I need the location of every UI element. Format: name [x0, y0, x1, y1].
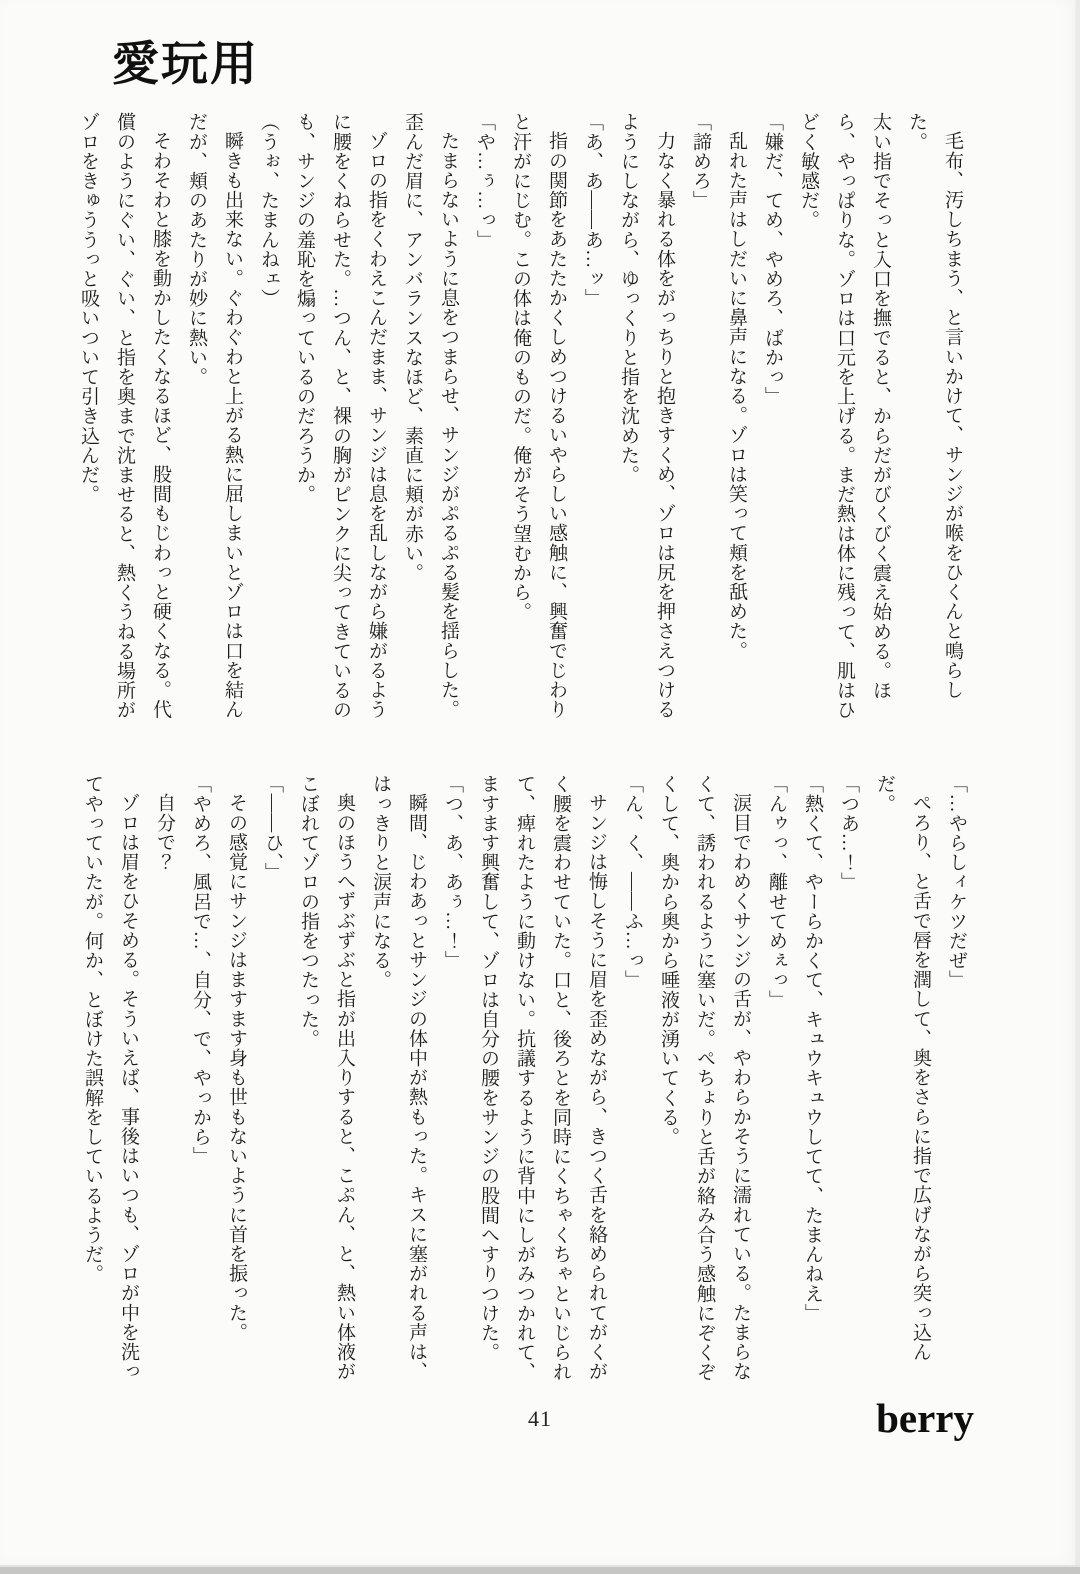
dialogue-line: 「や…ぅ…っ」	[474, 112, 495, 250]
narration-paragraph: 奥のほうへずぶずぶと指が出入りすると、こぷん、と、熱い体液がこぼれてゾロの指をつたった。	[298, 774, 355, 1381]
narration-paragraph: たまらないように息をつまらせ、サンジがぷるぷる髪を揺らした。歪んだ眉に、アンバランスなほど、素直に頬が赤い。	[402, 112, 459, 719]
narration-paragraph: ゾロの指をくわえこんだまま、サンジは息を乱しながら嫌がるように腰をくねらせた。…つん、と、裸の胸がピンクに尖ってきているのも、サンジの羞恥を煽っているのだろうか。	[294, 112, 387, 720]
narration-paragraph: 瞬きも出来ない。ぐわぐわと上がる熱に屈しまいとゾロは口を結んだが、頬のあたりが妙に熱い。	[186, 112, 243, 719]
narration-paragraph: 乱れた声はしだいに鼻声になる。ゾロは笑って頬を舐めた。	[726, 131, 747, 661]
narration-paragraph: そわそわと膝を動かしたくなるほど、股間もじわっと硬くなる。代償のようにぐい、ぐい、と指を奥まで沈ませると、熱くうねる場所がゾロをきゅううっと吸いついて引き込んだ。	[78, 112, 171, 720]
dialogue-line: 「熱くて、やーらかくて、キュウキュウしてて、たまんねえ」	[802, 774, 823, 1323]
narration-paragraph: 毛布、汚しちまう、と言いかけて、サンジが喉をひくんと鳴らした。	[906, 112, 963, 700]
dialogue-line: 「…やらしィケツだぜ」	[946, 774, 967, 990]
scan-edge-right	[1075, 0, 1080, 1574]
narration-paragraph: 力なく暴れる体をがっちりと抱きすくめ、ゾロは尻を押さえつけるようにしながら、ゆっくりと指を沈めた。	[618, 112, 675, 719]
page-number: 41	[528, 1406, 552, 1431]
dialogue-line: 「つあ…！」	[838, 774, 859, 892]
dialogue-line: 「んゥっ、離せてめぇっ」	[766, 774, 787, 1010]
dialogue-line: 「――ひ、」	[262, 774, 283, 883]
upper-text-block	[70, 112, 970, 726]
circle-name: berry	[876, 1395, 974, 1441]
narration-paragraph: ぺろり、と舌で唇を潤して、奥をさらに指で広げながら突っ込んだ。	[874, 774, 931, 1362]
dialogue-line: 「つ、あ、あぅ…！」	[442, 774, 463, 970]
dialogue-line: 「嫌だ、てめ、やめろ、ばかっ」	[762, 112, 783, 406]
dialogue-line: 「あ、あ――あ…ッ」	[582, 112, 603, 308]
dialogue-line: 「やめろ、風呂で…、自分、で、やっから」	[190, 774, 211, 1166]
narration-paragraph: サンジは悔しそうに眉を歪めながら、きつく舌を絡められてがくがく腰を震わせていた。口と、後ろとを同時にくちゃくちゃといじられて、痺れたように動けない。抗議するように背中にしがみつかれて、ますます興奮して、ゾロは自分の腰をサンジの股間へすりつけた。	[478, 774, 607, 1382]
scan-edge-bottom	[0, 1565, 1080, 1574]
thought-line: （うぉ、たまんねェ）	[258, 112, 279, 308]
lower-text-block	[74, 774, 974, 1388]
dialogue-line: 「ん、く、――ふ…っ」	[622, 774, 643, 990]
narration-paragraph: 指の関節をあたたかくしめつけるいやらしい感触に、興奮でじわりと汗がにじむ。この体は俺のものだ。俺がそう望むから。	[510, 112, 567, 719]
narration-paragraph: ゾロは眉をひそめる。そういえば、事後はいつも、ゾロが中を洗ってやっていたが。何か、とぼけた誤解をしているようだ。	[82, 774, 139, 1381]
page-title: 愛玩用	[112, 37, 259, 90]
narration-paragraph: 涙目でわめくサンジの舌が、やわらかそうに濡れている。たまらなくて、誘われるように塞いだ。ぺちょりと舌が絡み合う感触にぞくぞくして、奥から奥から唾液が湧いてくる。	[658, 774, 751, 1382]
narration-paragraph: 太い指でそっと入口を撫でると、からだがびくびく震え始める。ほら、やっぱりな。ゾロは口元を上げる。まだ熱は体に残って、肌はひどく敏感だ。	[798, 112, 891, 720]
narration-paragraph: その感覚にサンジはますます身も世もないように首を振った。	[226, 793, 247, 1342]
thought-line: 自分で？	[154, 793, 175, 872]
dialogue-line: 「諦めろ」	[690, 112, 711, 210]
narration-paragraph: 瞬間、じわあっとサンジの体中が熱もった。キスに塞がれる声は、はっきりと涙声になる。	[370, 774, 427, 1381]
